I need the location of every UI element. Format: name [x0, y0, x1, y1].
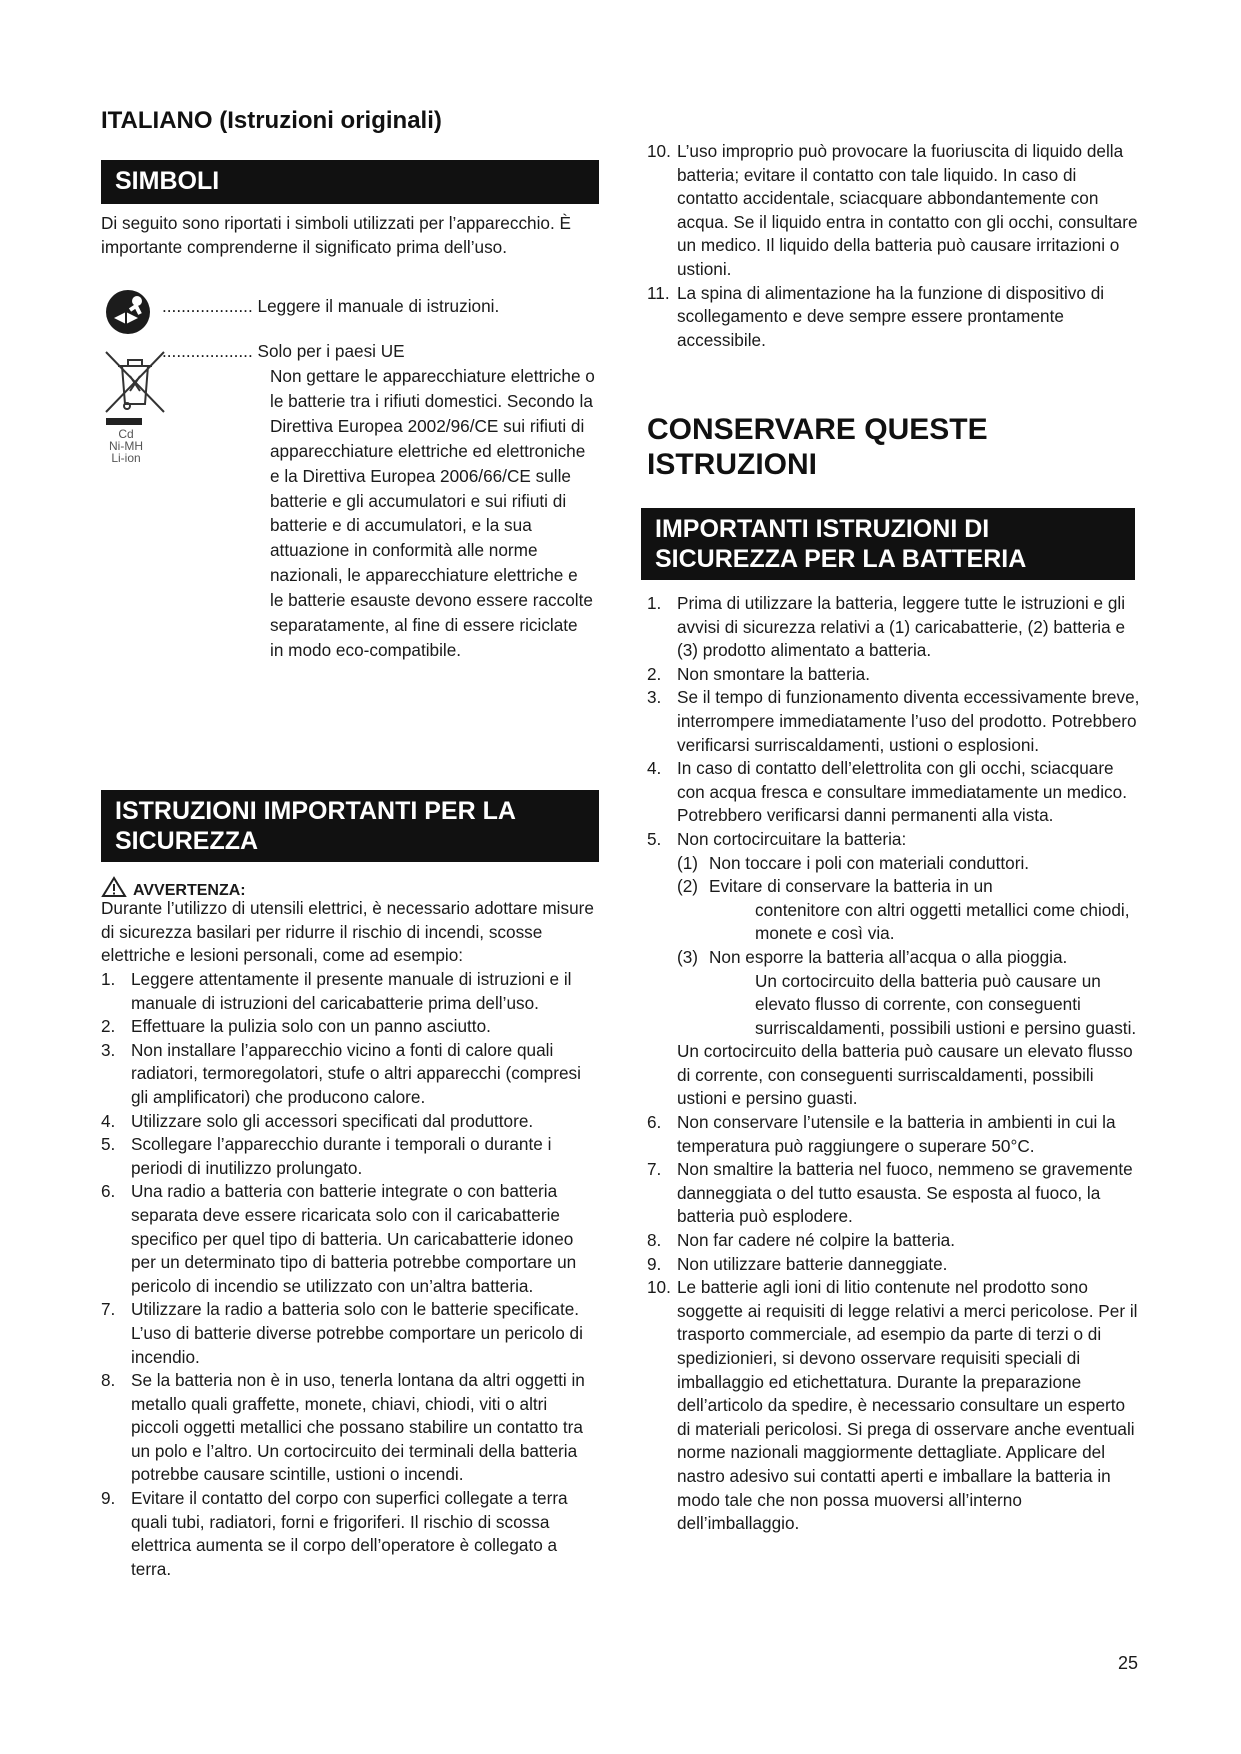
safety-list	[101, 968, 595, 1581]
list-item	[647, 686, 1141, 757]
safety-list-continued	[647, 140, 1141, 352]
battery-code-liion: Li-ion	[111, 451, 141, 465]
list-item	[647, 1158, 1141, 1229]
sub-list-item-extra: Un cortocircuito della batteria può causare un elevato flusso di corrente, con conseguenti surriscaldamenti, possibili ustioni e persino guasti.	[755, 970, 1137, 1038]
battery-list	[647, 592, 1141, 1536]
sub-list-item-text: Non esporre la batteria all’acqua o alla pioggia.	[709, 946, 1068, 967]
list-item-number: 3.	[647, 687, 662, 708]
list-item	[647, 592, 1141, 663]
safety-heading	[101, 790, 599, 862]
list-item	[647, 140, 1141, 282]
list-item-text: L’uso improprio può provocare la fuoriuscita di liquido della batteria; evitare il contatto con tale liquido. In caso di contatto accidentale, sciacquare abbondantemente con acqua. Se il liquido entra in contatto con gli occhi, consultare un medico. Il liquido della batteria può causare irritazioni o ustioni.	[677, 141, 1138, 279]
list-item-number: 6.	[101, 1181, 116, 1202]
manual-dots: ...................	[162, 296, 253, 316]
manual-text: Leggere il manuale di istruzioni.	[257, 296, 500, 316]
sub-list-item-number: (1)	[677, 852, 699, 873]
list-item-text: Se il tempo di funzionamento diventa eccessivamente breve, interrompere immediatamente l’uso del prodotto. Potrebbero verificarsi surriscaldamenti, ustioni o esplosioni.	[677, 687, 1140, 755]
list-item-number: 4.	[647, 758, 662, 779]
list-item-text: Utilizzare la radio a batteria solo con le batterie specificate. L’uso di batterie diverse potrebbe comportare un pericolo di incendio.	[131, 1299, 583, 1367]
sub-list-item-text: Non toccare i poli con materiali conduttori.	[709, 852, 1030, 873]
list-item-text: In caso di contatto dell’elettrolita con gli occhi, sciacquare con acqua fresca e consultare immediatamente un medico. Potrebbero verificarsi danni permanenti alla vista.	[677, 758, 1127, 826]
list-item-number: 7.	[101, 1299, 116, 1320]
battery-heading-text: IMPORTANTI ISTRUZIONI DI SICUREZZA PER LA BATTERIA	[655, 515, 1027, 573]
list-item	[101, 1039, 595, 1110]
list-item	[647, 1111, 1141, 1158]
list-item-number: 5.	[647, 828, 662, 849]
list-item-text: Non conservare l’utensile e la batteria in ambienti in cui la temperatura può raggiungere o superare 50°C.	[677, 1112, 1116, 1156]
list-item-text: Non cortocircuitare la batteria:	[677, 828, 907, 849]
list-item	[101, 1487, 595, 1581]
list-item	[647, 1276, 1141, 1536]
sub-list-item-number: (2)	[677, 876, 699, 897]
list-item	[647, 757, 1141, 828]
page-title: ITALIANO (Istruzioni originali)	[101, 107, 442, 134]
sub-list-item	[647, 946, 1141, 1040]
list-item	[101, 1110, 595, 1134]
list-item-number: 11.	[647, 282, 670, 303]
keep-instructions-heading	[647, 412, 988, 482]
list-item	[647, 1253, 1141, 1277]
item5-note: Un cortocircuito della batteria può causare un elevato flusso di corrente, con conseguenti surriscaldamenti, possibili ustioni e persino guasti.	[677, 1041, 1133, 1109]
list-item	[647, 828, 1141, 852]
safety-intro: Durante l’utilizzo di utensili elettrici, è necessario adottare misure di sicurezza basilari per ridurre il rischio di incendi, scosse elettriche e lesioni personali, come ad esempio:	[101, 898, 594, 966]
sub-list-item	[647, 852, 1141, 876]
battery-code-cd: Cd	[118, 427, 134, 441]
list-item-number: 4.	[101, 1110, 116, 1131]
list-item-number: 9.	[647, 1253, 662, 1274]
symbols-intro: Di seguito sono riportati i simboli utilizzati per l’apparecchio. È importante comprenderne il significato prima dell’uso.	[101, 213, 572, 257]
list-item-number: 7.	[647, 1159, 662, 1180]
list-item-text: Le batterie agli ioni di litio contenute nel prodotto sono soggette ai requisiti di legge relativi a merci pericolose. Per il trasporto commerciale, ad esempio da parte di terzi o di spedizionieri, si devono osservare requisiti speciali di imballaggio ed etichettatura. Durante la preparazione dell’articolo da spedire, è necessario consultare un esperto di materiali pericolosi. Si prega di osservare anche eventuali norme nazionali maggiormente dettagliate. Applicare del nastro adesivo sui contatti aperti e imballare la batteria in modo tale che non possa muoversi all’interno dell’imballaggio.	[677, 1277, 1138, 1534]
list-item-text: Prima di utilizzare la batteria, leggere tutte le istruzioni e gli avvisi di sicurezza relativi a (1) caricabatterie, (2) batteria e (3) prodotto alimentato a batteria.	[677, 593, 1126, 661]
list-item-number: 5.	[101, 1134, 116, 1155]
read-manual-icon	[104, 288, 152, 341]
list-item-text: Leggere attentamente il presente manuale di istruzioni e il manuale di istruzioni del caricabatterie prima dell’uso.	[131, 969, 572, 1013]
warning-label: AVVERTENZA:	[133, 882, 246, 899]
list-item-text: Evitare il contatto del corpo con superfici collegate a terra quali tubi, radiatori, forni e frigoriferi. Il rischio di scossa elettrica aumenta se il corpo dell’operatore è collegato a terra.	[131, 1488, 568, 1579]
list-item-text: La spina di alimentazione ha la funzione di dispositivo di scollegamento e deve sempre essere prontamente accessibile.	[677, 282, 1105, 350]
eu-symbol-row	[162, 341, 405, 362]
list-item	[101, 1015, 595, 1039]
list-item-text: Effettuare la pulizia solo con un panno asciutto.	[131, 1016, 491, 1037]
list-item-number: 10.	[647, 141, 671, 161]
list-item-number: 1.	[647, 593, 662, 613]
list-item-text: Scollegare l’apparecchio durante i temporali o durante i periodi di inutilizzo prolungato.	[131, 1134, 552, 1178]
sub-list-item-number: (3)	[677, 946, 699, 967]
eu-title: Solo per i paesi UE	[257, 341, 405, 361]
list-item-text: Non installare l’apparecchio vicino a fonti di calore quali radiatori, termoregolatori, stufe o altri apparecchi (compresi gli amplificatori) che producono calore.	[131, 1039, 581, 1107]
list-item	[101, 1369, 595, 1487]
list-item	[101, 1298, 595, 1369]
symbols-heading-text: SIMBOLI	[115, 167, 220, 195]
battery-heading	[641, 508, 1135, 580]
list-item-number: 8.	[647, 1230, 662, 1251]
list-item-text: Se la batteria non è in uso, tenerla lontana da altri oggetti in metallo quali graffette, monete, chiavi, chiodi, viti o altri piccoli oggetti metallici che possano stabilire un contatto tra un polo e l’altro. Un cortocircuito dei terminali della batteria potrebbe causare scintille, ustioni o incendi.	[131, 1370, 585, 1485]
sub-list-item-text: Evitare di conservare la batteria in un	[709, 876, 993, 897]
safety-heading-text: ISTRUZIONI IMPORTANTI PER LA SICUREZZA	[115, 797, 515, 855]
list-item-text: Una radio a batteria con batterie integrate o con batteria separata deve essere ricaricata solo con il caricabatterie specifico per quel tipo di batteria. Un caricabatterie idoneo per un determinato tipo di batteria potrebbe comportare un pericolo di incendio se utilizzato con un’altra batteria.	[131, 1181, 577, 1296]
list-item-text: Non smaltire la batteria nel fuoco, nemmeno se gravemente danneggiata o del tutto esausta. Se esposta al fuoco, la batteria può esplodere.	[677, 1159, 1133, 1227]
list-item-number: 9.	[101, 1488, 116, 1509]
list-item	[101, 1180, 595, 1298]
list-item	[647, 1229, 1141, 1253]
list-item-text: Non utilizzare batterie danneggiate.	[677, 1253, 948, 1274]
list-item	[647, 663, 1141, 687]
list-item	[647, 282, 1141, 353]
symbols-heading	[101, 160, 599, 204]
manual-symbol-row	[162, 296, 499, 317]
list-item-number: 3.	[101, 1039, 116, 1060]
list-item-text: Utilizzare solo gli accessori specificati dal produttore.	[131, 1110, 534, 1131]
list-item	[101, 1133, 595, 1180]
eu-dots: ...................	[162, 341, 253, 361]
list-item-number: 1.	[101, 969, 116, 989]
keep-line-2: ISTRUZIONI	[647, 448, 817, 481]
list-item-number: 10.	[647, 1277, 671, 1298]
eu-text: Non gettare le apparecchiature elettriche o le batterie tra i rifiuti domestici. Secondo la Direttiva Europea 2002/96/CE sui rifiuti di apparecchiature elettriche ed elettroniche e la Direttiva Europea 2006/66/CE sulle batterie e gli accumulatori e sui rifiuti di batterie e di accumulatori, e la sua attuazione in conformità alle norme nazionali, le apparecchiature elettriche e le batterie esauste devono essere raccolte separatamente, al fine di essere riciclate in modo eco-compatibile.	[270, 366, 595, 660]
page-number: 25	[1118, 1653, 1139, 1673]
list-item-number: 8.	[101, 1370, 116, 1391]
list-item	[101, 968, 595, 1015]
list-item-number: 6.	[647, 1112, 662, 1133]
list-item-number: 2.	[101, 1016, 116, 1037]
battery-bar-mark	[106, 418, 142, 425]
list-item-number: 2.	[647, 663, 662, 684]
battery-code-nimh: Ni-MH	[109, 439, 143, 453]
sub-list-item-extra: contenitore con altri oggetti metallici come chiodi, monete e così via.	[755, 899, 1130, 944]
sub-list-item	[647, 875, 1141, 946]
battery-codes	[106, 428, 146, 464]
keep-line-1: CONSERVARE QUESTE	[647, 413, 988, 446]
list-item-text: Non smontare la batteria.	[677, 663, 870, 684]
list-item-text: Non far cadere né colpire la batteria.	[677, 1230, 956, 1251]
crossed-bin-icon	[100, 346, 170, 421]
